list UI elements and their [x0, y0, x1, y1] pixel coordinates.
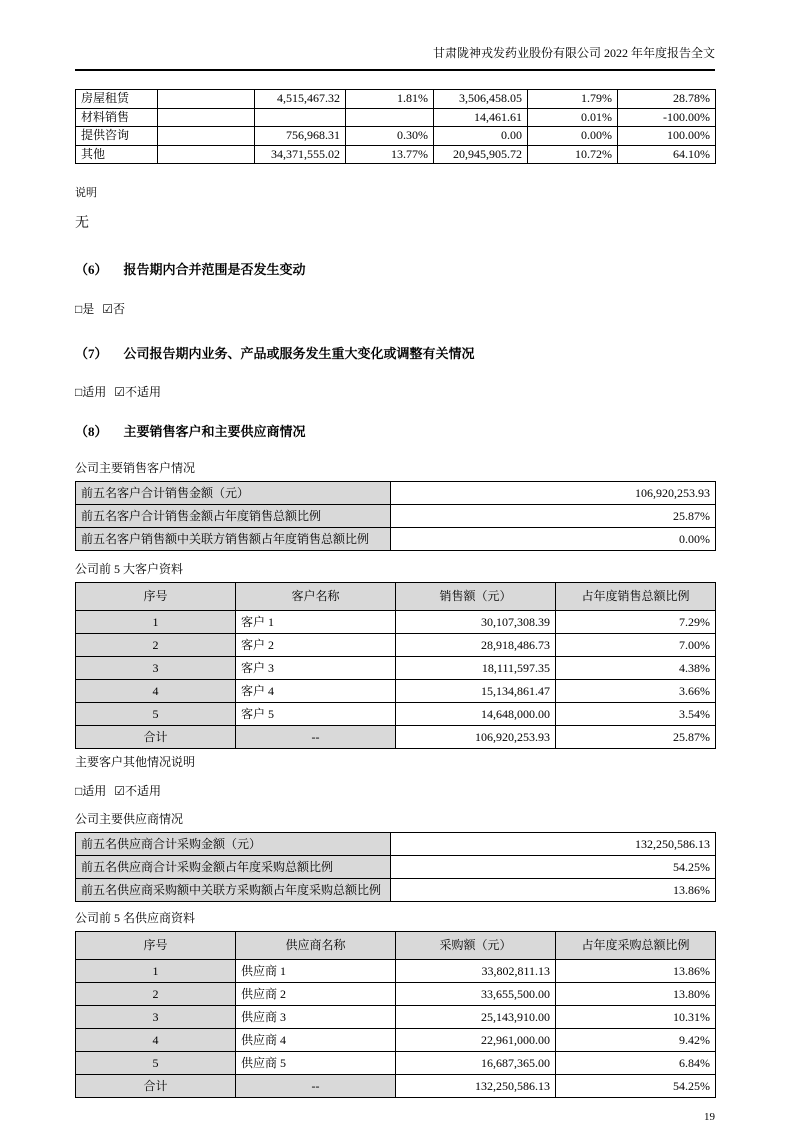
row-index: 2: [76, 983, 236, 1006]
ratio-current: 13.77%: [346, 145, 434, 164]
customer-name: 客户 1: [236, 611, 396, 634]
sales-amount: 15,134,861.47: [396, 680, 556, 703]
table-row: [76, 528, 716, 551]
section-number: （7）: [75, 346, 108, 362]
table-row: [76, 1006, 716, 1029]
column-header-index: 序号: [76, 583, 236, 611]
table-row: [76, 703, 716, 726]
summary-value: 132,250,586.13: [391, 833, 716, 856]
customer-name: 客户 3: [236, 657, 396, 680]
wrapped-amount: 34,371,555.02: [271, 146, 340, 161]
section-title: 主要销售客户和主要供应商情况: [123, 424, 306, 440]
yoy-change: 64.10%: [618, 145, 716, 164]
table-row: [76, 108, 716, 127]
supplier-name: 供应商 4: [236, 1029, 396, 1052]
summary-value: 13.86%: [391, 879, 716, 902]
table-row: [76, 1052, 716, 1075]
sales-amount: 14,648,000.00: [396, 703, 556, 726]
table-row: [76, 879, 716, 902]
amount-current: 4,515,467.32: [255, 90, 346, 109]
table-row: [76, 1029, 716, 1052]
summary-label: 前五名客户销售额中关联方销售额占年度销售总额比例: [76, 528, 391, 551]
checkbox-yes: □是: [75, 302, 95, 317]
amount-current: [255, 108, 346, 127]
table-row: [76, 145, 716, 164]
section-6-heading: [75, 259, 715, 278]
empty-cell: [158, 145, 255, 164]
empty-cell: [158, 108, 255, 127]
customers-other-note: 主要客户其他情况说明: [75, 755, 196, 770]
row-index: 1: [76, 960, 236, 983]
customer-name: 客户 4: [236, 680, 396, 703]
sales-amount: 18,111,597.35: [396, 657, 556, 680]
summary-label: 前五名供应商采购额中关联方采购额占年度采购总额比例: [76, 879, 391, 902]
sales-ratio: 3.54%: [556, 703, 716, 726]
checkbox-not-applicable-checked: ☑不适用: [114, 385, 162, 400]
top5-suppliers-table: [75, 931, 716, 1098]
purchase-ratio: 13.80%: [556, 983, 716, 1006]
sales-ratio: 4.38%: [556, 657, 716, 680]
yoy-change: 28.78%: [618, 90, 716, 109]
summary-value: 0.00%: [391, 528, 716, 551]
summary-value: 106,920,253.93: [391, 482, 716, 505]
checkbox-applicable: □适用: [75, 385, 107, 400]
note-content: 无: [75, 216, 89, 232]
summary-label: 前五名供应商合计采购金额占年度采购总额比例: [76, 856, 391, 879]
summary-label: 前五名客户合计销售金额（元）: [76, 482, 391, 505]
purchase-ratio: 10.31%: [556, 1006, 716, 1029]
amount-prior: 14,461.61: [434, 108, 528, 127]
amount-current: 756,968.31: [255, 127, 346, 146]
customers-intro-caption: 公司主要销售客户情况: [75, 461, 196, 476]
section-7-options: [75, 383, 715, 400]
column-header-index: 序号: [76, 932, 236, 960]
purchase-ratio: 13.86%: [556, 960, 716, 983]
checkbox-not-applicable-checked: ☑不适用: [114, 784, 162, 799]
table-row: [76, 611, 716, 634]
customer-name: 客户 2: [236, 634, 396, 657]
summary-label: 前五名客户合计销售金额占年度销售总额比例: [76, 505, 391, 528]
empty-cell: [158, 127, 255, 146]
purchase-amount: 33,802,811.13: [396, 960, 556, 983]
section-8-heading: [75, 421, 715, 440]
section-6-options: [75, 300, 715, 317]
row-index: 4: [76, 1029, 236, 1052]
summary-label: 前五名供应商合计采购金额（元）: [76, 833, 391, 856]
purchase-amount: 33,655,500.00: [396, 983, 556, 1006]
total-label: 合计: [76, 1075, 236, 1098]
table-total-row: [76, 1075, 716, 1098]
table-row: [76, 657, 716, 680]
table-row: [76, 960, 716, 983]
revenue-breakdown-table: [75, 89, 716, 164]
total-ratio: 54.25%: [556, 1075, 716, 1098]
sales-amount: 30,107,308.39: [396, 611, 556, 634]
total-amount: 132,250,586.13: [396, 1075, 556, 1098]
ratio-prior: 1.79%: [528, 90, 618, 109]
customers-summary-table: [75, 481, 716, 551]
table-row: [76, 680, 716, 703]
column-header-name: 客户名称: [236, 583, 396, 611]
amount-current: [255, 145, 346, 164]
sales-ratio: 3.66%: [556, 680, 716, 703]
section-number: （8）: [75, 424, 108, 440]
total-ratio: 25.87%: [556, 726, 716, 749]
checkbox-applicable: □适用: [75, 784, 107, 799]
wrapped-amount: 20,945,905.72: [453, 146, 522, 161]
supplier-name: 供应商 5: [236, 1052, 396, 1075]
row-index: 5: [76, 1052, 236, 1075]
supplier-name: 供应商 2: [236, 983, 396, 1006]
checkbox-no-checked: ☑否: [102, 302, 126, 317]
supplier-name: 供应商 1: [236, 960, 396, 983]
ratio-current: [346, 108, 434, 127]
total-label: 合计: [76, 726, 236, 749]
section-title: 公司报告期内业务、产品或服务发生重大变化或调整有关情况: [123, 346, 475, 362]
row-label: 房屋租赁: [76, 90, 158, 109]
customers-other-options: [75, 782, 715, 799]
table-header-row: [76, 583, 716, 611]
sales-ratio: 7.00%: [556, 634, 716, 657]
top5-customers-table: [75, 582, 716, 749]
note-label: 说明: [75, 187, 97, 200]
total-name-placeholder: --: [236, 726, 396, 749]
page-number: 19: [704, 1111, 715, 1123]
purchase-ratio: 6.84%: [556, 1052, 716, 1075]
row-index: 1: [76, 611, 236, 634]
row-index: 3: [76, 657, 236, 680]
table-row: [76, 505, 716, 528]
column-header-ratio: 占年度销售总额比例: [556, 583, 716, 611]
amount-prior: 0.00: [434, 127, 528, 146]
yoy-change: 100.00%: [618, 127, 716, 146]
total-name-placeholder: --: [236, 1075, 396, 1098]
amount-prior: [434, 145, 528, 164]
ratio-current: 1.81%: [346, 90, 434, 109]
document-header-title: 甘肃陇神戎发药业股份有限公司 2022 年年度报告全文: [75, 46, 715, 71]
purchase-amount: 22,961,000.00: [396, 1029, 556, 1052]
row-label: 材料销售: [76, 108, 158, 127]
suppliers-detail-caption: 公司前 5 名供应商资料: [75, 911, 196, 926]
table-row: [76, 856, 716, 879]
suppliers-summary-table: [75, 832, 716, 902]
total-amount: 106,920,253.93: [396, 726, 556, 749]
supplier-name: 供应商 3: [236, 1006, 396, 1029]
summary-value: 54.25%: [391, 856, 716, 879]
table-row: [76, 983, 716, 1006]
amount-prior: 3,506,458.05: [434, 90, 528, 109]
section-number: （6）: [75, 262, 108, 278]
sales-amount: 28,918,486.73: [396, 634, 556, 657]
suppliers-intro-caption: 公司主要供应商情况: [75, 812, 184, 827]
row-index: 5: [76, 703, 236, 726]
row-label: 提供咨询: [76, 127, 158, 146]
yoy-change: -100.00%: [618, 108, 716, 127]
table-row: [76, 482, 716, 505]
empty-cell: [158, 90, 255, 109]
table-row: [76, 634, 716, 657]
column-header-name: 供应商名称: [236, 932, 396, 960]
table-total-row: [76, 726, 716, 749]
ratio-prior: 0.01%: [528, 108, 618, 127]
section-7-heading: [75, 343, 715, 362]
customers-detail-caption: 公司前 5 大客户资料: [75, 562, 184, 577]
column-header-ratio: 占年度采购总额比例: [556, 932, 716, 960]
purchase-amount: 16,687,365.00: [396, 1052, 556, 1075]
purchase-amount: 25,143,910.00: [396, 1006, 556, 1029]
row-index: 3: [76, 1006, 236, 1029]
ratio-prior: 10.72%: [528, 145, 618, 164]
sales-ratio: 7.29%: [556, 611, 716, 634]
ratio-prior: 0.00%: [528, 127, 618, 146]
row-index: 2: [76, 634, 236, 657]
row-index: 4: [76, 680, 236, 703]
table-row: [76, 833, 716, 856]
table-row: [76, 127, 716, 146]
section-title: 报告期内合并范围是否发生变动: [123, 262, 306, 278]
column-header-amount: 采购额（元）: [396, 932, 556, 960]
purchase-ratio: 9.42%: [556, 1029, 716, 1052]
table-row: [76, 90, 716, 109]
table-header-row: [76, 932, 716, 960]
summary-value: 25.87%: [391, 505, 716, 528]
column-header-amount: 销售额（元）: [396, 583, 556, 611]
customer-name: 客户 5: [236, 703, 396, 726]
ratio-current: 0.30%: [346, 127, 434, 146]
row-label: 其他: [76, 145, 158, 164]
